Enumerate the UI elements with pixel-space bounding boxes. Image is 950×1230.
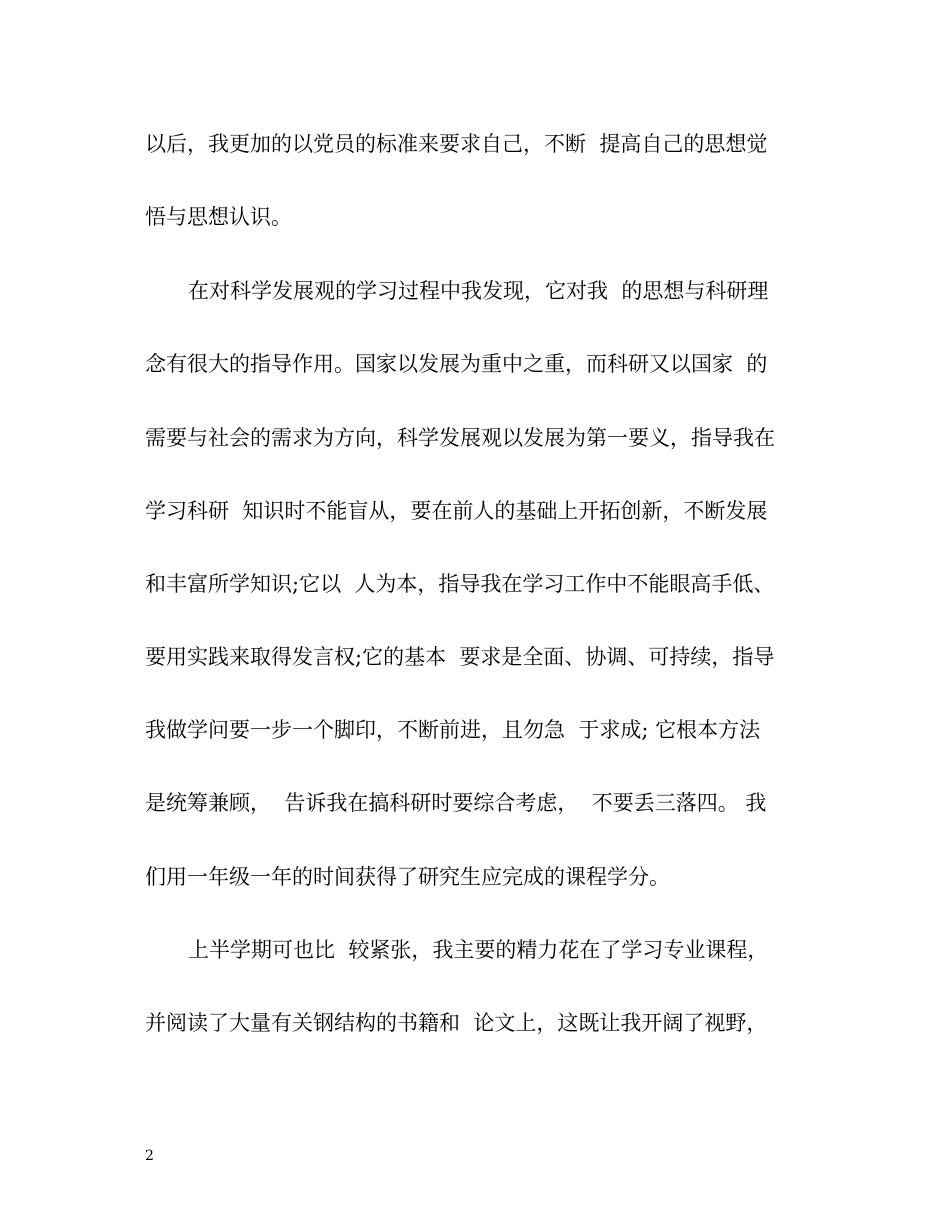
text-line: 需要与社会的需求为方向，科学发展观以发展为第一要义，指导我在 bbox=[145, 426, 775, 450]
page-number: 2 bbox=[145, 1148, 154, 1164]
text-line: 以后，我更加的以党员的标准来要求自己，不断 提高自己的思想觉 bbox=[145, 132, 768, 156]
text-line: 和丰富所学知识;它以 人为本，指导我在学习工作中不能眼高手低、 bbox=[145, 572, 775, 596]
text-line: 要用实践来取得发言权;它的基本 要求是全面、协调、可持续，指导 bbox=[145, 645, 775, 669]
text-line: 们用一年级一年的时间获得了研究生应完成的课程学分。 bbox=[145, 865, 670, 889]
paragraph-first-line: 在对科学发展观的学习过程中我发现，它对我 的思想与科研理 bbox=[188, 279, 769, 303]
text-line: 我做学问要一步一个脚印，不断前进，且勿急 于求成; 它根本方法 bbox=[145, 718, 761, 742]
text-line: 念有很大的指导作用。国家以发展为重中之重，而科研又以国家 的 bbox=[145, 352, 768, 376]
paragraph-first-line: 上半学期可也比 较紧张，我主要的精力花在了学习专业课程， bbox=[188, 938, 769, 962]
text-line: 学习科研 知识时不能盲从，要在前人的基础上开拓创新，不断发展 bbox=[145, 499, 768, 523]
text-line: 悟与思想认识。 bbox=[145, 205, 292, 229]
text-line: 并阅读了大量有关钢结构的书籍和 论文上，这既让我开阔了视野， bbox=[145, 1011, 768, 1035]
text-line: 是统筹兼顾， 告诉我在搞科研时要综合考虑， 不要丢三落四。 我 bbox=[145, 791, 767, 815]
